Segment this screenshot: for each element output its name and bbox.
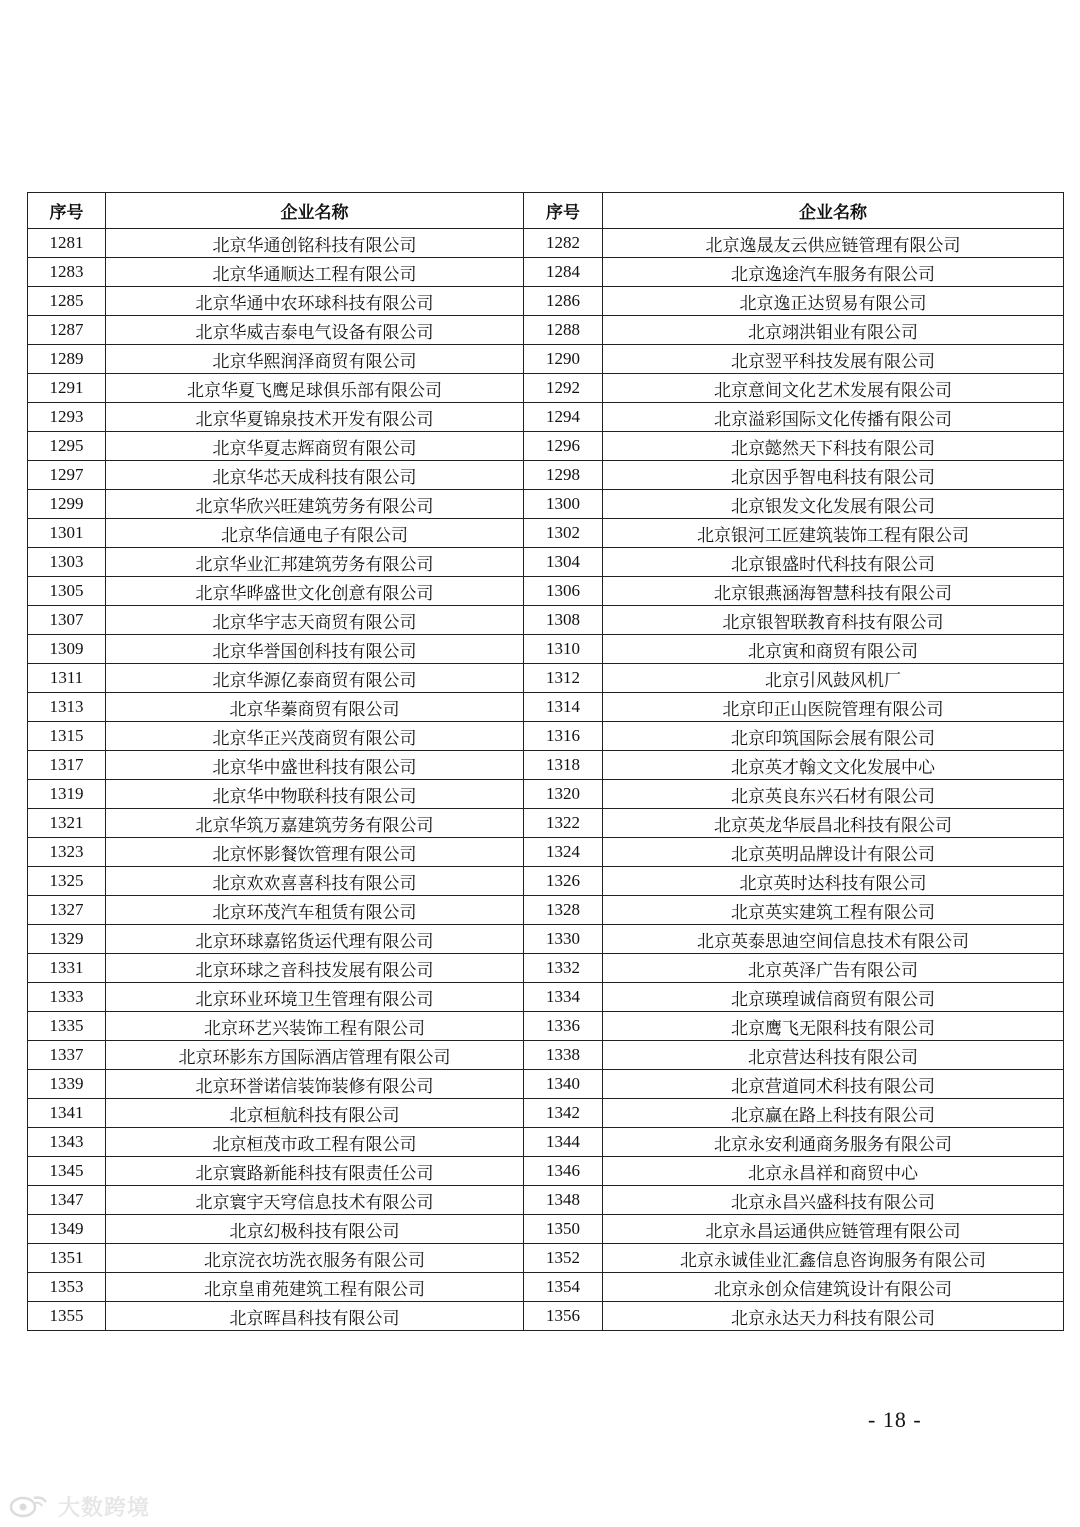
serial-number-right: 1282 (524, 229, 603, 258)
company-name-left: 北京华筑万嘉建筑劳务有限公司 (106, 809, 524, 838)
header-serial-right: 序号 (524, 193, 603, 229)
company-name-left: 北京晖昌科技有限公司 (106, 1302, 524, 1331)
table-row (28, 606, 1064, 635)
company-name-right: 北京英泰思迪空间信息技术有限公司 (603, 925, 1064, 954)
serial-number-left: 1345 (28, 1157, 106, 1186)
company-name-right: 北京银发文化发展有限公司 (603, 490, 1064, 519)
table-row (28, 548, 1064, 577)
serial-number-right: 1336 (524, 1012, 603, 1041)
company-name-right: 北京印正山医院管理有限公司 (603, 693, 1064, 722)
company-name-right: 北京溢彩国际文化传播有限公司 (603, 403, 1064, 432)
table-row (28, 1041, 1064, 1070)
header-company-name-left: 企业名称 (106, 193, 524, 229)
company-name-left: 北京华欣兴旺建筑劳务有限公司 (106, 490, 524, 519)
header-serial-left: 序号 (28, 193, 106, 229)
serial-number-left: 1293 (28, 403, 106, 432)
serial-number-right: 1296 (524, 432, 603, 461)
company-name-left: 北京桓茂市政工程有限公司 (106, 1128, 524, 1157)
company-name-left: 北京华中物联科技有限公司 (106, 780, 524, 809)
table-row (28, 1099, 1064, 1128)
company-name-left: 北京华夏锦泉技术开发有限公司 (106, 403, 524, 432)
company-name-right: 北京英龙华辰昌北科技有限公司 (603, 809, 1064, 838)
company-name-right: 北京永诚佳业汇鑫信息咨询服务有限公司 (603, 1244, 1064, 1273)
serial-number-left: 1347 (28, 1186, 106, 1215)
company-name-left: 北京华源亿泰商贸有限公司 (106, 664, 524, 693)
company-name-left: 北京华信通电子有限公司 (106, 519, 524, 548)
table-header-row (28, 193, 1064, 229)
company-name-right: 北京懿然天下科技有限公司 (603, 432, 1064, 461)
company-name-right: 北京逸途汽车服务有限公司 (603, 258, 1064, 287)
table-row (28, 1302, 1064, 1331)
table-row (28, 490, 1064, 519)
company-name-left: 北京欢欢喜喜科技有限公司 (106, 867, 524, 896)
table-row (28, 345, 1064, 374)
table-row (28, 954, 1064, 983)
company-name-left: 北京华通创铭科技有限公司 (106, 229, 524, 258)
serial-number-right: 1342 (524, 1099, 603, 1128)
company-name-left: 北京华蓁商贸有限公司 (106, 693, 524, 722)
company-name-right: 北京永达天力科技有限公司 (603, 1302, 1064, 1331)
serial-number-left: 1319 (28, 780, 106, 809)
table-row (28, 1215, 1064, 1244)
table-row (28, 838, 1064, 867)
serial-number-right: 1314 (524, 693, 603, 722)
serial-number-left: 1305 (28, 577, 106, 606)
company-name-right: 北京英良东兴石材有限公司 (603, 780, 1064, 809)
company-name-left: 北京怀影餐饮管理有限公司 (106, 838, 524, 867)
company-name-left: 北京华威吉泰电气设备有限公司 (106, 316, 524, 345)
company-name-right: 北京银盛时代科技有限公司 (603, 548, 1064, 577)
company-name-right: 北京翌平科技发展有限公司 (603, 345, 1064, 374)
serial-number-left: 1353 (28, 1273, 106, 1302)
company-name-left: 北京华晔盛世文化创意有限公司 (106, 577, 524, 606)
company-name-right: 北京银智联教育科技有限公司 (603, 606, 1064, 635)
serial-number-left: 1323 (28, 838, 106, 867)
company-name-right: 北京引风鼓风机厂 (603, 664, 1064, 693)
table-row (28, 1273, 1064, 1302)
company-name-right: 北京英实建筑工程有限公司 (603, 896, 1064, 925)
company-name-left: 北京华通中农环球科技有限公司 (106, 287, 524, 316)
table-row (28, 287, 1064, 316)
watermark (8, 1491, 150, 1521)
serial-number-left: 1301 (28, 519, 106, 548)
serial-number-left: 1309 (28, 635, 106, 664)
table-row (28, 577, 1064, 606)
serial-number-left: 1297 (28, 461, 106, 490)
serial-number-left: 1285 (28, 287, 106, 316)
serial-number-right: 1288 (524, 316, 603, 345)
serial-number-left: 1287 (28, 316, 106, 345)
watermark-text: 大数跨境 (58, 1495, 151, 1521)
serial-number-left: 1327 (28, 896, 106, 925)
serial-number-right: 1302 (524, 519, 603, 548)
company-name-right: 北京因乎智电科技有限公司 (603, 461, 1064, 490)
serial-number-right: 1328 (524, 896, 603, 925)
serial-number-left: 1341 (28, 1099, 106, 1128)
serial-number-right: 1300 (524, 490, 603, 519)
table-row (28, 983, 1064, 1012)
company-name-right: 北京英泽广告有限公司 (603, 954, 1064, 983)
serial-number-right: 1312 (524, 664, 603, 693)
company-name-left: 北京华熙润泽商贸有限公司 (106, 345, 524, 374)
serial-number-left: 1303 (28, 548, 106, 577)
serial-number-left: 1317 (28, 751, 106, 780)
company-name-left: 北京华誉国创科技有限公司 (106, 635, 524, 664)
company-name-right: 北京营道同术科技有限公司 (603, 1070, 1064, 1099)
serial-number-right: 1340 (524, 1070, 603, 1099)
company-name-right: 北京逸晟友云供应链管理有限公司 (603, 229, 1064, 258)
serial-number-left: 1329 (28, 925, 106, 954)
serial-number-right: 1304 (524, 548, 603, 577)
table-row (28, 925, 1064, 954)
serial-number-left: 1315 (28, 722, 106, 751)
company-name-left: 北京华正兴茂商贸有限公司 (106, 722, 524, 751)
serial-number-left: 1299 (28, 490, 106, 519)
company-name-right: 北京永昌祥和商贸中心 (603, 1157, 1064, 1186)
serial-number-right: 1294 (524, 403, 603, 432)
serial-number-right: 1292 (524, 374, 603, 403)
serial-number-left: 1333 (28, 983, 106, 1012)
serial-number-left: 1339 (28, 1070, 106, 1099)
company-name-left: 北京环球之音科技发展有限公司 (106, 954, 524, 983)
serial-number-left: 1351 (28, 1244, 106, 1273)
company-name-left: 北京环茂汽车租赁有限公司 (106, 896, 524, 925)
serial-number-right: 1320 (524, 780, 603, 809)
company-name-left: 北京华中盛世科技有限公司 (106, 751, 524, 780)
table-row (28, 1157, 1064, 1186)
serial-number-right: 1350 (524, 1215, 603, 1244)
company-name-right: 北京营达科技有限公司 (603, 1041, 1064, 1070)
table-row (28, 780, 1064, 809)
company-name-left: 北京华宇志天商贸有限公司 (106, 606, 524, 635)
table-row (28, 751, 1064, 780)
enterprise-list-table (27, 192, 1064, 1331)
table-row (28, 432, 1064, 461)
serial-number-left: 1355 (28, 1302, 106, 1331)
table-row (28, 896, 1064, 925)
company-name-left: 北京环艺兴装饰工程有限公司 (106, 1012, 524, 1041)
company-name-left: 北京环影东方国际酒店管理有限公司 (106, 1041, 524, 1070)
serial-number-right: 1310 (524, 635, 603, 664)
company-name-right: 北京永昌运通供应链管理有限公司 (603, 1215, 1064, 1244)
table-row (28, 867, 1064, 896)
serial-number-right: 1324 (524, 838, 603, 867)
serial-number-left: 1349 (28, 1215, 106, 1244)
table-row (28, 258, 1064, 287)
company-name-right: 北京银河工匠建筑装饰工程有限公司 (603, 519, 1064, 548)
table-row (28, 809, 1064, 838)
serial-number-left: 1291 (28, 374, 106, 403)
company-name-right: 北京赢在路上科技有限公司 (603, 1099, 1064, 1128)
serial-number-left: 1311 (28, 664, 106, 693)
company-name-right: 北京永安利通商务服务有限公司 (603, 1128, 1064, 1157)
company-name-left: 北京寰路新能科技有限责任公司 (106, 1157, 524, 1186)
table-row (28, 461, 1064, 490)
company-name-left: 北京桓航科技有限公司 (106, 1099, 524, 1128)
serial-number-left: 1295 (28, 432, 106, 461)
serial-number-left: 1283 (28, 258, 106, 287)
company-name-left: 北京环球嘉铭货运代理有限公司 (106, 925, 524, 954)
header-company-name-right: 企业名称 (603, 193, 1064, 229)
table-row (28, 316, 1064, 345)
company-name-left: 北京皇甫苑建筑工程有限公司 (106, 1273, 524, 1302)
table-body (28, 229, 1064, 1331)
serial-number-right: 1322 (524, 809, 603, 838)
company-name-right: 北京永昌兴盛科技有限公司 (603, 1186, 1064, 1215)
serial-number-right: 1286 (524, 287, 603, 316)
company-name-left: 北京浣衣坊洗衣服务有限公司 (106, 1244, 524, 1273)
serial-number-right: 1334 (524, 983, 603, 1012)
company-name-left: 北京幻极科技有限公司 (106, 1215, 524, 1244)
company-name-right: 北京寅和商贸有限公司 (603, 635, 1064, 664)
serial-number-right: 1348 (524, 1186, 603, 1215)
serial-number-left: 1313 (28, 693, 106, 722)
company-name-left: 北京华业汇邦建筑劳务有限公司 (106, 548, 524, 577)
company-name-right: 北京翊洪钼业有限公司 (603, 316, 1064, 345)
table-row (28, 519, 1064, 548)
table-row (28, 229, 1064, 258)
serial-number-left: 1343 (28, 1128, 106, 1157)
table-row (28, 664, 1064, 693)
serial-number-right: 1346 (524, 1157, 603, 1186)
serial-number-right: 1290 (524, 345, 603, 374)
table-row (28, 374, 1064, 403)
table-row (28, 722, 1064, 751)
table-row (28, 403, 1064, 432)
table-row (28, 635, 1064, 664)
serial-number-left: 1337 (28, 1041, 106, 1070)
serial-number-left: 1321 (28, 809, 106, 838)
serial-number-left: 1307 (28, 606, 106, 635)
serial-number-right: 1356 (524, 1302, 603, 1331)
serial-number-right: 1330 (524, 925, 603, 954)
table-row (28, 1128, 1064, 1157)
company-name-left: 北京华芯天成科技有限公司 (106, 461, 524, 490)
page-number: - 18 - (868, 1407, 922, 1432)
weibo-eye-logo-icon (8, 1492, 52, 1520)
table-row (28, 1186, 1064, 1215)
serial-number-right: 1308 (524, 606, 603, 635)
company-name-right: 北京银燕涵海智慧科技有限公司 (603, 577, 1064, 606)
company-name-right: 北京意间文化艺术发展有限公司 (603, 374, 1064, 403)
serial-number-left: 1335 (28, 1012, 106, 1041)
table-row (28, 1244, 1064, 1273)
company-name-left: 北京华通顺达工程有限公司 (106, 258, 524, 287)
company-name-left: 北京环誉诺信装饰装修有限公司 (106, 1070, 524, 1099)
serial-number-right: 1284 (524, 258, 603, 287)
company-name-right: 北京英明品牌设计有限公司 (603, 838, 1064, 867)
company-name-right: 北京逸正达贸易有限公司 (603, 287, 1064, 316)
company-name-right: 北京永创众信建筑设计有限公司 (603, 1273, 1064, 1302)
company-name-right: 北京印筑国际会展有限公司 (603, 722, 1064, 751)
company-name-left: 北京寰宇天穹信息技术有限公司 (106, 1186, 524, 1215)
serial-number-left: 1331 (28, 954, 106, 983)
serial-number-right: 1318 (524, 751, 603, 780)
company-name-right: 北京鹰飞无限科技有限公司 (603, 1012, 1064, 1041)
serial-number-right: 1338 (524, 1041, 603, 1070)
serial-number-right: 1354 (524, 1273, 603, 1302)
serial-number-left: 1325 (28, 867, 106, 896)
serial-number-right: 1332 (524, 954, 603, 983)
serial-number-right: 1344 (524, 1128, 603, 1157)
serial-number-left: 1281 (28, 229, 106, 258)
company-name-right: 北京英时达科技有限公司 (603, 867, 1064, 896)
company-name-left: 北京华夏飞鹰足球俱乐部有限公司 (106, 374, 524, 403)
serial-number-right: 1306 (524, 577, 603, 606)
company-name-right: 北京英才翰文文化发展中心 (603, 751, 1064, 780)
serial-number-right: 1316 (524, 722, 603, 751)
serial-number-right: 1298 (524, 461, 603, 490)
serial-number-right: 1326 (524, 867, 603, 896)
company-name-left: 北京华夏志辉商贸有限公司 (106, 432, 524, 461)
table-row (28, 1012, 1064, 1041)
serial-number-left: 1289 (28, 345, 106, 374)
serial-number-right: 1352 (524, 1244, 603, 1273)
company-name-left: 北京环业环境卫生管理有限公司 (106, 983, 524, 1012)
table-row (28, 1070, 1064, 1099)
table-row (28, 693, 1064, 722)
company-name-right: 北京瑛瑝诚信商贸有限公司 (603, 983, 1064, 1012)
